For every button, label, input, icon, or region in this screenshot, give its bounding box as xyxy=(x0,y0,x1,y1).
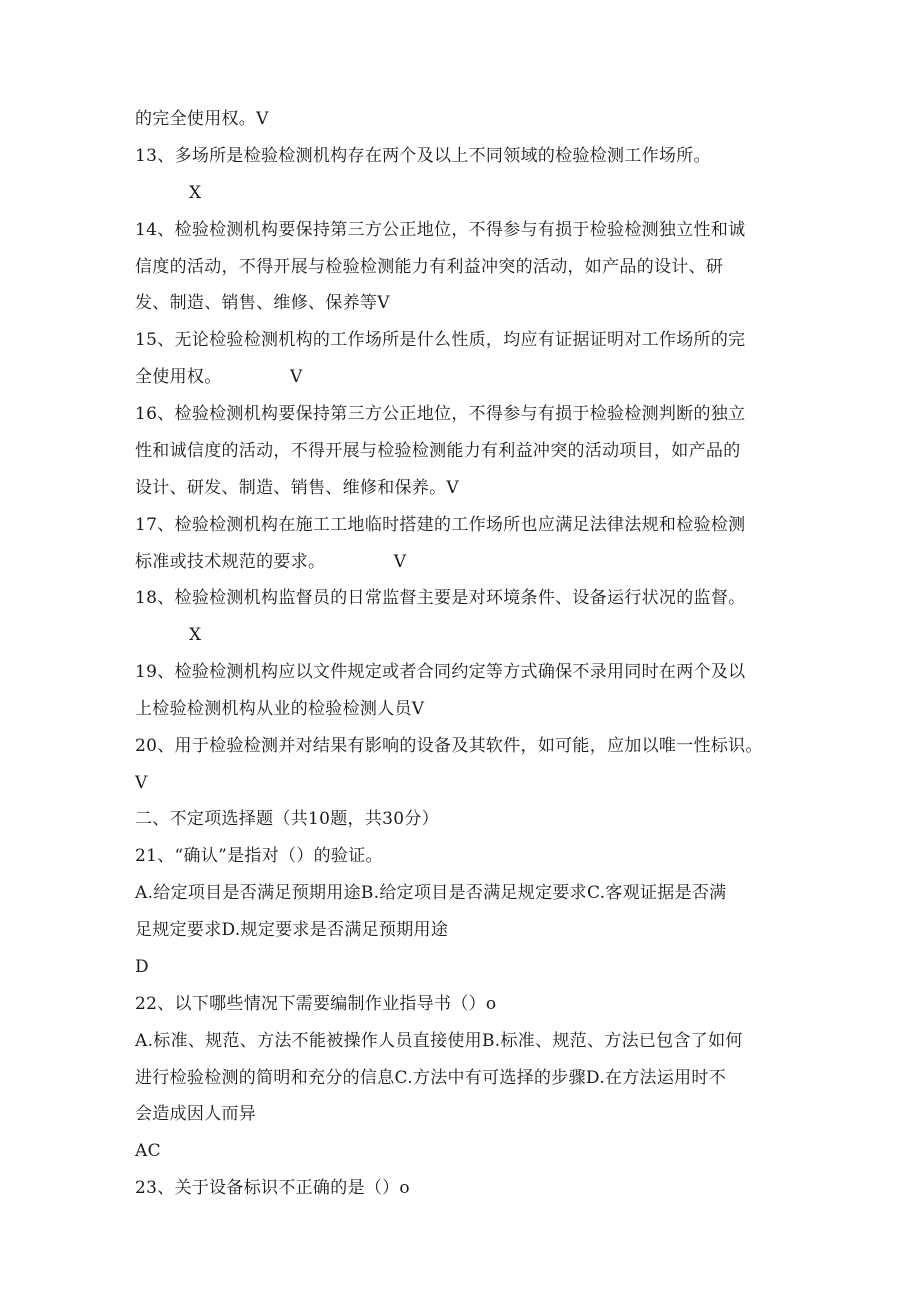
answer-21: D xyxy=(135,957,149,977)
text-line: 的完全使用权。V xyxy=(135,109,269,129)
text-line: 足规定要求D.规定要求是否满足预期用途 xyxy=(135,920,449,940)
text-line: 全使用权。 V xyxy=(135,367,303,387)
question-22: 22、以下哪些情况下需要编制作业指导书（）o xyxy=(135,994,497,1014)
text-line: 性和诚信度的活动，不得开展与检验检测能力有利益冲突的活动项目，如产品的 xyxy=(135,441,741,461)
question-18: 18、检验检测机构监督员的日常监督主要是对环境条件、设备运行状况的监督。 xyxy=(135,588,746,608)
text-line: 设计、研发、制造、销售、维修和保养。V xyxy=(135,478,459,498)
question-13: 13、多场所是检验检测机构存在两个及以上不同领域的检验检测工作场所。 xyxy=(135,146,711,166)
question-23: 23、关于设备标识不正确的是（）o xyxy=(135,1178,410,1198)
question-20: 20、用于检验检测并对结果有影响的设备及其软件，如可能，应加以唯一性标识。 xyxy=(135,736,763,756)
answer-20: V xyxy=(135,773,148,793)
options-22: A.标准、规范、方法不能被操作人员直接使用B.标准、规范、方法已包含了如何 xyxy=(135,1031,743,1051)
question-21: 21、“确认”是指对（）的验证。 xyxy=(135,846,383,866)
text-line: 进行检验检测的简明和充分的信息C.方法中有可选择的步骤D.在方法运用时不 xyxy=(135,1068,727,1088)
text-line: 上检验检测机构从业的检验检测人员V xyxy=(135,699,425,719)
text-line: 发、制造、销售、维修、保养等V xyxy=(135,293,390,313)
question-16: 16、检验检测机构要保持第三方公正地位，不得参与有损于检验检测判断的独立 xyxy=(135,404,746,424)
question-19: 19、检验检测机构应以文件规定或者合同约定等方式确保不录用同时在两个及以 xyxy=(135,662,746,682)
answer-22: AC xyxy=(135,1141,161,1161)
section-heading: 二、不定项选择题（共10题，共30分） xyxy=(135,809,439,829)
text-line: 会造成因人而异 xyxy=(135,1104,257,1124)
text-line: 信度的活动，不得开展与检验检测能力有利益冲突的活动，如产品的设计、研 xyxy=(135,257,724,277)
text-line: 标准或技术规范的要求。 V xyxy=(135,552,407,572)
question-14: 14、检验检测机构要保持第三方公正地位，不得参与有损于检验检测独立性和诚 xyxy=(135,220,746,240)
question-17: 17、检验检测机构在施工工地临时搭建的工作场所也应满足法律法规和检验检测 xyxy=(135,515,746,535)
options-21: A.给定项目是否满足预期用途B.给定项目是否满足规定要求C.客观证据是否满 xyxy=(135,883,727,903)
answer-18: X xyxy=(189,625,202,645)
answer-13: X xyxy=(189,183,202,203)
question-15: 15、无论检验检测机构的工作场所是什么性质，均应有证据证明对工作场所的完 xyxy=(135,330,746,350)
